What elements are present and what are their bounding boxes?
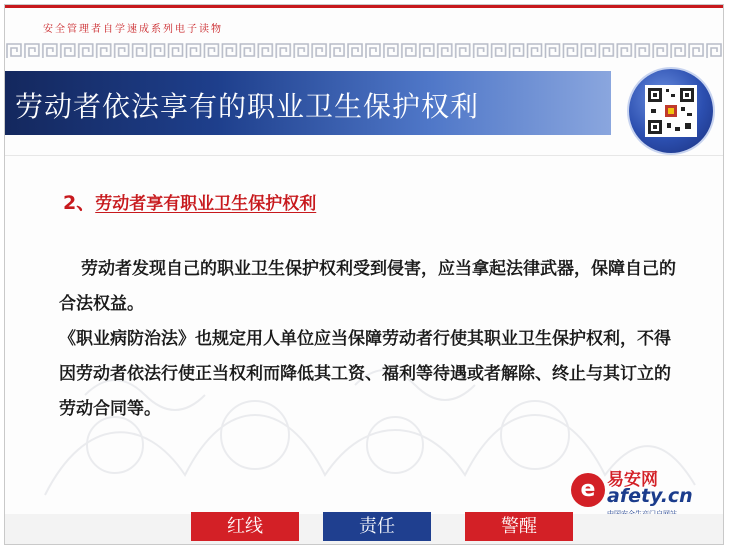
paragraph-2: 《职业病防治法》也规定用人单位应当保障劳动者行使其职业卫生保护权利，不得因劳动者依法行使正当权利而降低其工资、福利等待遇或者解除、终止与其订立的劳动合同等。 xyxy=(59,329,671,419)
section-number: 2、 xyxy=(63,192,96,214)
qr-code-icon xyxy=(645,85,697,137)
brand-name: 易安网 xyxy=(607,470,658,490)
body-text xyxy=(59,252,687,427)
slide xyxy=(4,4,724,545)
series-title: 安全管理者自学速成系列电子读物 xyxy=(43,24,223,35)
safety-logo-icon: e xyxy=(571,473,605,507)
qr-code-badge xyxy=(629,69,713,153)
decorative-fret-border xyxy=(5,42,723,60)
slide-title: 劳动者依法享有的职业卫生保护权利 xyxy=(15,90,480,123)
warning-button[interactable]: 警醒 xyxy=(465,512,573,541)
top-red-line xyxy=(5,5,723,8)
divider xyxy=(5,155,723,156)
title-bar xyxy=(5,71,611,135)
red-line-button[interactable]: 红线 xyxy=(191,512,299,541)
section-heading-text: 劳动者享有职业卫生保护权利 xyxy=(95,194,317,214)
brand-domain: afety.cn xyxy=(607,485,693,507)
section-heading xyxy=(63,188,316,215)
paragraph-1: 劳动者发现自己的职业卫生保护权利受到侵害，应当拿起法律武器，保障自己的合法权益。 xyxy=(59,259,676,314)
responsibility-button[interactable]: 责任 xyxy=(323,512,431,541)
